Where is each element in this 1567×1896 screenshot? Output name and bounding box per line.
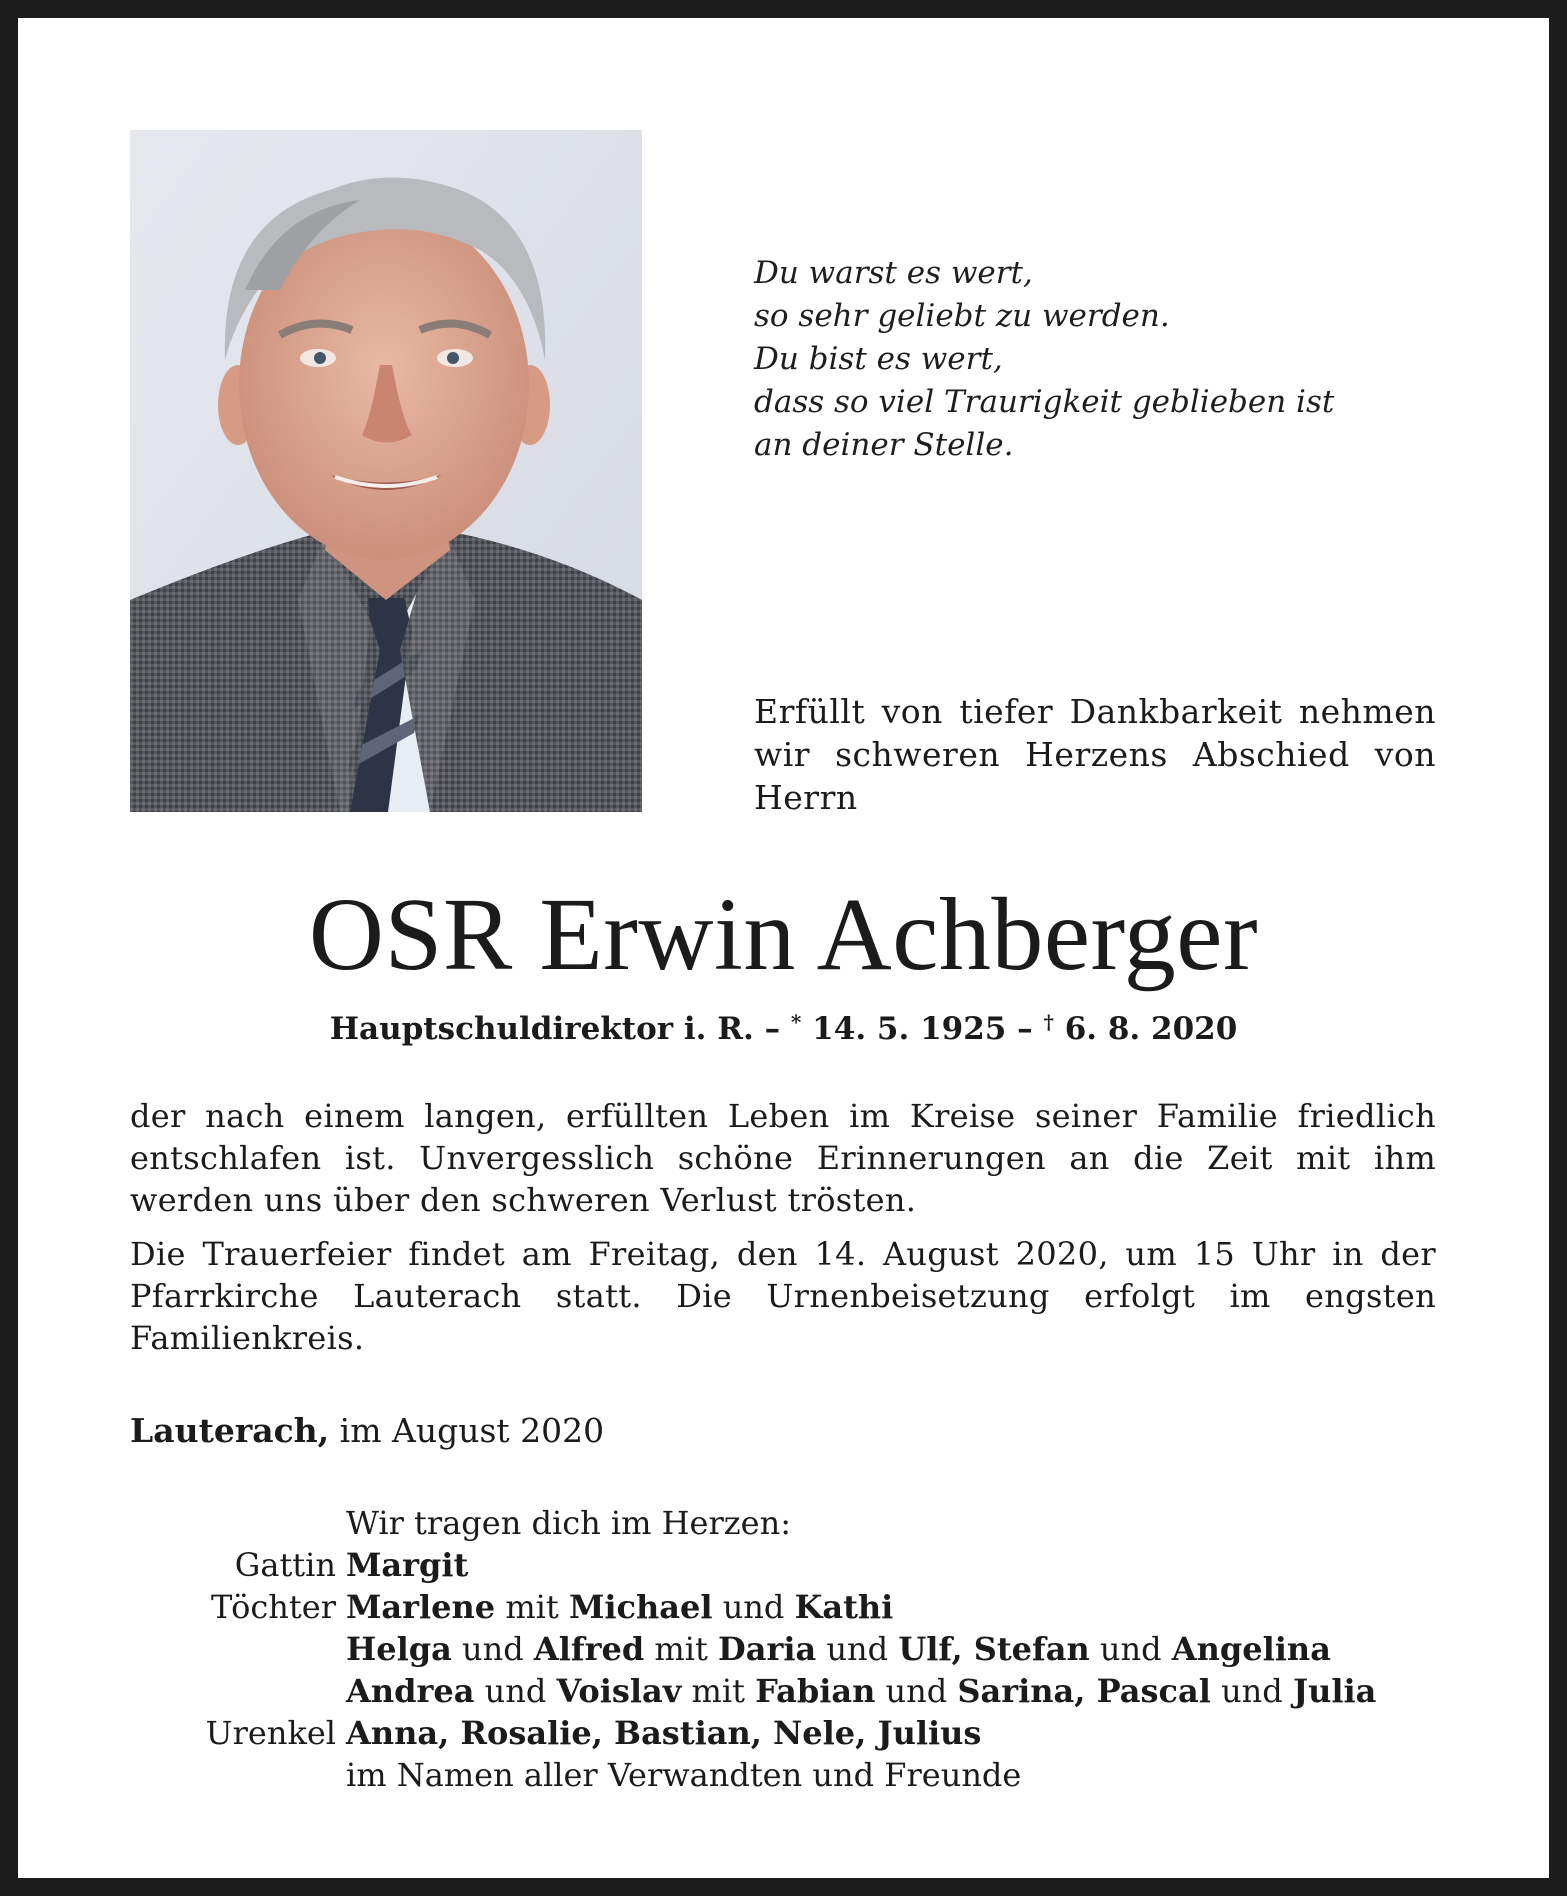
deceased-name: OSR Erwin Achberger — [308, 877, 1259, 992]
family-row — [130, 1754, 1450, 1796]
family-connector: und — [474, 1672, 557, 1710]
subtitle — [0, 1002, 1567, 1049]
intro-text: Erfüllt von tiefer Dankbarkeit nehmen wir schweren Herzens Abschied von Herrn — [754, 692, 1436, 817]
family-connector: mit — [495, 1588, 569, 1626]
family-role — [130, 1628, 346, 1670]
place-date — [130, 1410, 604, 1452]
family-role: Urenkel — [205, 1714, 336, 1752]
portrait-photo — [130, 130, 642, 812]
family-heading-row — [130, 1502, 1450, 1544]
family-names — [346, 1712, 981, 1754]
family-member-name: Kathi — [794, 1588, 894, 1626]
family-member-name: Alfred — [533, 1630, 645, 1668]
family-connector: und — [875, 1672, 958, 1710]
family-member-name: Daria — [718, 1630, 817, 1668]
family-names — [346, 1628, 1331, 1670]
place-month: im August 2020 — [329, 1411, 605, 1450]
family-member-name: Julia — [1292, 1672, 1377, 1710]
family-member-name: Michael — [568, 1588, 713, 1626]
family-connector: und — [1210, 1672, 1293, 1710]
family-member-name: Margit — [346, 1546, 469, 1584]
family-names — [346, 1586, 893, 1628]
paragraph-2: Die Trauerfeier findet am Freitag, den 14. August 2020, um 15 Uhr in der Pfarrkirche Lauterach statt. Die Urnenbeisetzung erfolgt im engsten Familienkreis. — [130, 1235, 1436, 1357]
family-role — [130, 1754, 346, 1796]
family-member-name: Sarina, Pascal — [957, 1672, 1211, 1710]
separator: – — [753, 1011, 791, 1047]
family-names — [346, 1754, 1021, 1796]
family-connector: mit — [681, 1672, 756, 1710]
family-row — [130, 1544, 1450, 1586]
family-row — [130, 1670, 1450, 1712]
family-connector: mit — [644, 1630, 719, 1668]
poem — [754, 252, 1434, 467]
family-member-name: Anna, Rosalie, Bastian, Nele, Julius — [346, 1714, 982, 1752]
family-names — [346, 1544, 468, 1586]
family-member-name: Andrea — [346, 1672, 475, 1710]
death-date: 6. 8. 2020 — [1053, 1011, 1238, 1047]
family-role — [130, 1670, 346, 1712]
family-connector: und — [1089, 1630, 1172, 1668]
family-member-name: Fabian — [755, 1672, 876, 1710]
poem-line: so sehr geliebt zu werden. — [754, 298, 1170, 334]
place-city: Lauterach, — [130, 1411, 330, 1450]
separator: – — [1006, 1011, 1044, 1047]
poem-line: Du warst es wert, — [754, 255, 1033, 291]
poem-line: dass so viel Traurigkeit geblieben ist — [754, 384, 1335, 420]
family-member-name: Ulf, Stefan — [898, 1630, 1090, 1668]
family-connector: im Namen aller Verwandten und Freunde — [346, 1756, 1022, 1794]
family-heading: Wir tragen dich im Herzen: — [346, 1504, 791, 1542]
family-connector: und — [816, 1630, 899, 1668]
poem-line: Du bist es wert, — [754, 341, 1003, 377]
poem-line: an deiner Stelle. — [754, 427, 1014, 463]
family-member-name: Voislav — [556, 1672, 682, 1710]
birth-symbol: * — [790, 1010, 802, 1034]
family-member-name: Helga — [346, 1630, 452, 1668]
family-role: Gattin — [234, 1546, 336, 1584]
title: Hauptschuldirektor i. R. — [329, 1011, 754, 1047]
family-row — [130, 1628, 1450, 1670]
paragraph-1: der nach einem langen, erfüllten Leben im Kreise seiner Familie friedlich entschlafen ist. Unvergesslich schöne Erinnerungen an die Zeit mit ihm werden uns über den schweren Verlust trösten. — [130, 1097, 1436, 1219]
family-connector: und — [451, 1630, 534, 1668]
birth-date: 14. 5. 1925 — [801, 1011, 1007, 1047]
family-role: Töchter — [211, 1588, 336, 1626]
family-member-name: Marlene — [346, 1588, 496, 1626]
portrait-illustration — [130, 130, 642, 812]
family-row — [130, 1586, 1450, 1628]
death-symbol: † — [1043, 1010, 1054, 1034]
family-connector: und — [712, 1588, 795, 1626]
family-list — [130, 1502, 1450, 1796]
family-member-name: Angelina — [1171, 1630, 1331, 1668]
family-row — [130, 1712, 1450, 1754]
family-names — [346, 1670, 1376, 1712]
